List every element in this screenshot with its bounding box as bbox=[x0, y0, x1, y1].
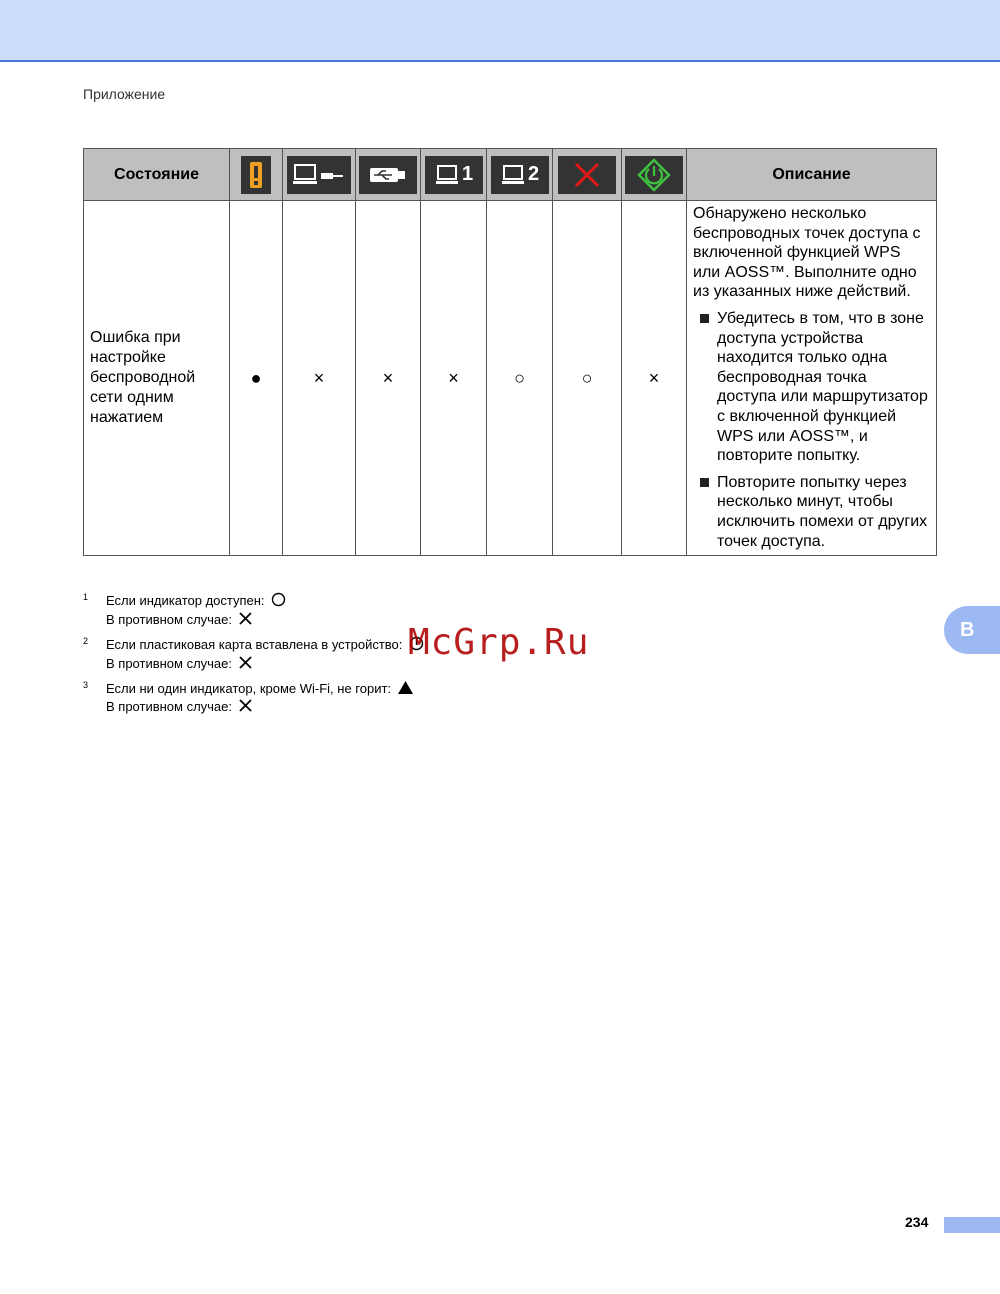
footnote-text: Если ни один индикатор, кроме Wi-Fi, не горит: bbox=[106, 681, 392, 697]
page-bar bbox=[944, 1217, 1000, 1233]
chapter-tab: B bbox=[944, 606, 1000, 654]
footnote-text: Если индикатор доступен: bbox=[106, 593, 265, 608]
pc-cable-icon bbox=[287, 156, 351, 194]
mark-pc-cable: × bbox=[283, 201, 356, 556]
table-row bbox=[84, 201, 937, 556]
mark-start: × bbox=[622, 201, 687, 556]
header-state: Состояние bbox=[84, 149, 230, 201]
watermark: McGrp.Ru bbox=[408, 622, 590, 663]
footnote-2 bbox=[83, 636, 424, 673]
description-cell bbox=[687, 201, 937, 556]
warning-icon bbox=[241, 156, 271, 194]
header-warning bbox=[230, 149, 283, 201]
mark-usb: × bbox=[356, 201, 421, 556]
description-bullet: Повторите попытку через несколько минут, чтобы исключить помехи от других точек доступа. bbox=[693, 473, 930, 551]
triangle-icon bbox=[398, 681, 413, 698]
header-description: Описание bbox=[687, 149, 937, 201]
cancel-icon bbox=[558, 156, 616, 194]
header-start bbox=[622, 149, 687, 201]
footnote-number: 3 bbox=[83, 680, 89, 691]
footnote-3 bbox=[83, 680, 424, 716]
description-bullet: Убедитесь в том, что в зоне доступа устройства находится только одна беспроводная точка доступа или маршрутизатор с включенной функцией WPS или AOSS™, и повторите попытку. bbox=[693, 309, 930, 466]
header-pc-cable bbox=[283, 149, 356, 201]
footnote-number: 2 bbox=[83, 636, 89, 647]
cross-icon bbox=[239, 656, 252, 673]
page-number: 234 bbox=[905, 1214, 929, 1230]
header-pc1 bbox=[421, 149, 487, 201]
description-intro: Обнаружено несколько беспроводных точек доступа с включенной функцией WPS или AOSS™. Выполните одно из указанных ниже действий. bbox=[693, 205, 921, 301]
mark-pc2: ○ bbox=[487, 201, 553, 556]
mark-warning: ● bbox=[230, 201, 283, 556]
cross-icon bbox=[239, 612, 252, 629]
pc1-icon bbox=[425, 156, 483, 194]
start-icon bbox=[625, 156, 683, 194]
footnote-text: Если пластиковая карта вставлена в устройство: bbox=[106, 637, 403, 653]
section-title: Приложение bbox=[83, 86, 166, 102]
footnote-number: 1 bbox=[83, 592, 89, 602]
status-table bbox=[83, 148, 937, 556]
header-pc2 bbox=[487, 149, 553, 201]
footnotes bbox=[83, 592, 424, 723]
pc1-label: 1 bbox=[461, 163, 474, 185]
header-cancel bbox=[553, 149, 622, 201]
pc2-label: 2 bbox=[527, 163, 540, 185]
top-band bbox=[0, 0, 1000, 62]
header-usb bbox=[356, 149, 421, 201]
circle-icon bbox=[271, 592, 286, 611]
mark-cancel: ○ bbox=[553, 201, 622, 556]
usb-icon bbox=[359, 156, 417, 194]
footnote-1 bbox=[83, 592, 424, 629]
footnote-text: В противном случае: bbox=[106, 612, 233, 628]
cross-icon bbox=[239, 699, 252, 716]
mark-pc1: × bbox=[421, 201, 487, 556]
footnote-text: В противном случае: bbox=[106, 656, 233, 672]
footnote-text: В противном случае: bbox=[106, 699, 233, 715]
pc2-icon bbox=[491, 156, 549, 194]
state-cell: Ошибка при настройке беспроводной сети одним нажатием bbox=[84, 201, 230, 556]
